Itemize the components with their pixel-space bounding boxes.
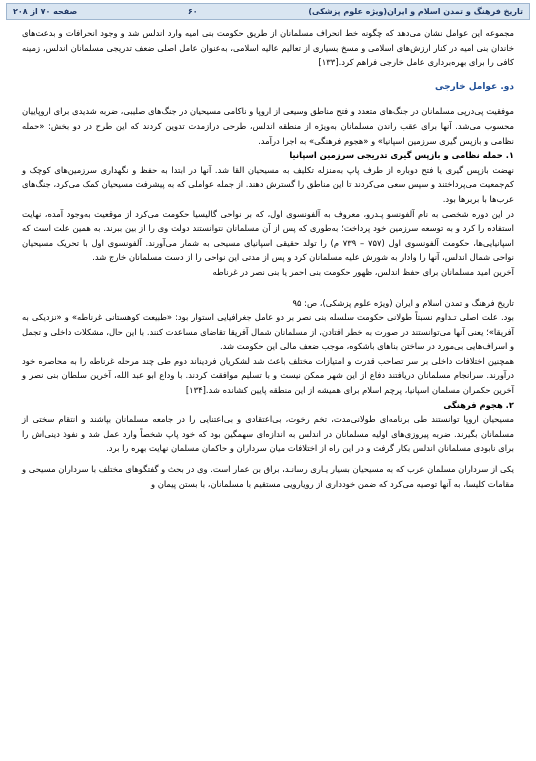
subsection-heading: ۱. حمله نظامی و بازپس گیری تدریجی سرزمین اسپانیا [289,150,514,161]
paragraph: نهضت بازپس گیری یا فتح دوباره از طرف پاپ به‌منزله تکلیف به مسیحیان القا شد. آنها در ابتدا به حفظ و نگهداری سرزمین‌های کوچک و کم‌جمعیت می‌پرداختند و سپس سعی می‌کردند تا این مناطق را گسترش دهند. از جمله عواملی که به پیشرفت مسیحیان کمک می‌کرد، جنگ‌های عرب‌ها با بربرها بود. [22,164,514,204]
paragraph: بود. علت اصلی تـداوم نسبتاً طولانی حکومت سلسله بنی نصر بر دو عامل جغرافیایی استوار بود: «طبیعت کوهستانی غرناطه» و «نزدیکی به آفریقا»؛ یعنی آنها می‌توانستند در صورت به خطر افتادن، از مسلمانان شمال آفریقا تقاضای مساعدت کنند. با این حال، مشکلات داخلی و تجمل و اسراف‌هایی بی‌مورد در ساختن بناهای باشکوه، موجب ضعف مالی این حکومت شد. [22,312,514,352]
paragraph: مسیحیان اروپا توانستند طی برنامه‌ای طولانی‌مدت، تخم رخوت، بی‌اعتقادی و بی‌اعتنایی را در جامعه مسلمانان بپاشند و انتقام سختی از مسلمانان بگیرند. ضربه پیروزی‌های اولیه مسلمانان در اندلس به اندازه‌ای سهمگین بود که خود پاپ شخصاً وارد عمل شد و نفوذ دینی‌اش را برای نابودی مسلمانان اندلس بکار گرفت و در این راه از اختلافات میان سرداران و حاکمان مسلمان نهایت بهره را برد. [22,414,514,454]
page-number: صفحه ۷۰ از ۲۰۸ [13,7,78,16]
document-body [22,26,514,757]
paragraph: مجموعه این عوامل نشان می‌دهد که چگونه خط انحراف مسلمانان از طریق حکومت بنی امیه وارد اندلس شد و وجود انحرافات و بدعت‌های خاندان بنی امیه در کنار ارزش‌های اسلامی و مسخ بسیاری از تعالیم عالیه اسلامی، به‌عنوان عامل اصلی ضعف تدریجی مسلمانان اندلس، زمینه کافی را برای بهره‌برداری عامل خارجی فراهم کرد.[۱۳۳] [22,28,514,68]
section-heading: دو. عوامل خارجی [434,81,514,92]
subsection-heading: ۲. هجوم فرهنگی [443,399,514,410]
page-header [6,3,530,20]
page-center-number: ۶۰ [187,7,198,16]
paragraph: همچنین اختلافات داخلی بر سر تصاحب قدرت و امتیازات مختلف باعث شد لشکریان فردیناند دوم طی چند مرحله غرناطه را به محاصره خود درآورند. سرانجام مسلمانان دریافتند دفاع از این شهر ممکن نیست و با تسلیم موافقت کردند. با وداع ابو عبد الله، آخرین سلطان بنی نصر و آخرین حکمران مسلمان اسپانیا، پرچم اسلام برای همیشه از این منطقه پایین کشانده شد.[۱۳۴] [22,355,514,396]
paragraph: در این دوره شخصی به نام آلفونسو پـدرو، معروف به آلفونسوی اول، که بر نواحی گالیسیا حکومت می‌کرد از موقعیت به‌وجود آمده، نهایت استفاده را کرد و به توسعه سرزمین خود پرداخت؛ به‌طوری که پس از آن مسلمانان نتوانستند دولت وی را از بین ببرند. به همین علت است که اسپانیایی‌ها، حکومت آلفونسوی اول (۷۵۷ – ۷۳۹ م) را تولد حقیقی اسپانیای مسیحی به شمار می‌آورند. آلفونسوی اول با تحریک مسیحیان نواحی شمال اندلس، آنها را وادار به شورش علیه مسلمانان کرد و پس از مدتی این نواحی را از دست مسلمانان خارج شد. [22,208,514,263]
paragraph: یکی از سرداران مسلمان عرب که به مسیحیان بسیار یـاری رسانـد، براق بن عمار است. وی در بحث و گفتگوهای مختلف با سرداران مسیحی و مقامات کلیسا، به آنها توصیه می‌کرد که ضمن خودداری از رویارویی مستقیم با مسلمانان، با بستن پیمان و [22,464,514,489]
book-title: تاریخ فرهنگ و تمدن اسلام و ایران(ویژه علوم پزشکی) [308,7,523,16]
paragraph: آخرین امید مسلمانان برای حفظ اندلس، ظهور حکومت بنی احمر یا بنی نصر در غرناطه [212,266,514,277]
page-reference: تاریخ فرهنگ و تمدن اسلام و ایران (ویژه علوم پزشکی)، ص: ۹۵ [292,297,514,308]
paragraph: موفقیت پی‌درپی مسلمانان در جنگ‌های متعدد و فتح مناطق وسیعی از اروپا و ناکامی مسیحیان در جنگ‌های صلیبی، ضربه شدیدی برای اروپاییان محسوب می‌شد. آنها برای عقب راندن مسلمانان به‌ویژه از منطقه اندلس، طرحی درازمدت تدوین کردند که این طرح در دو بخش: «حمله نظامی و بازپس گیری سرزمین اسپانیا» و «هجوم فرهنگی» به اجرا درآمد. [22,106,514,146]
